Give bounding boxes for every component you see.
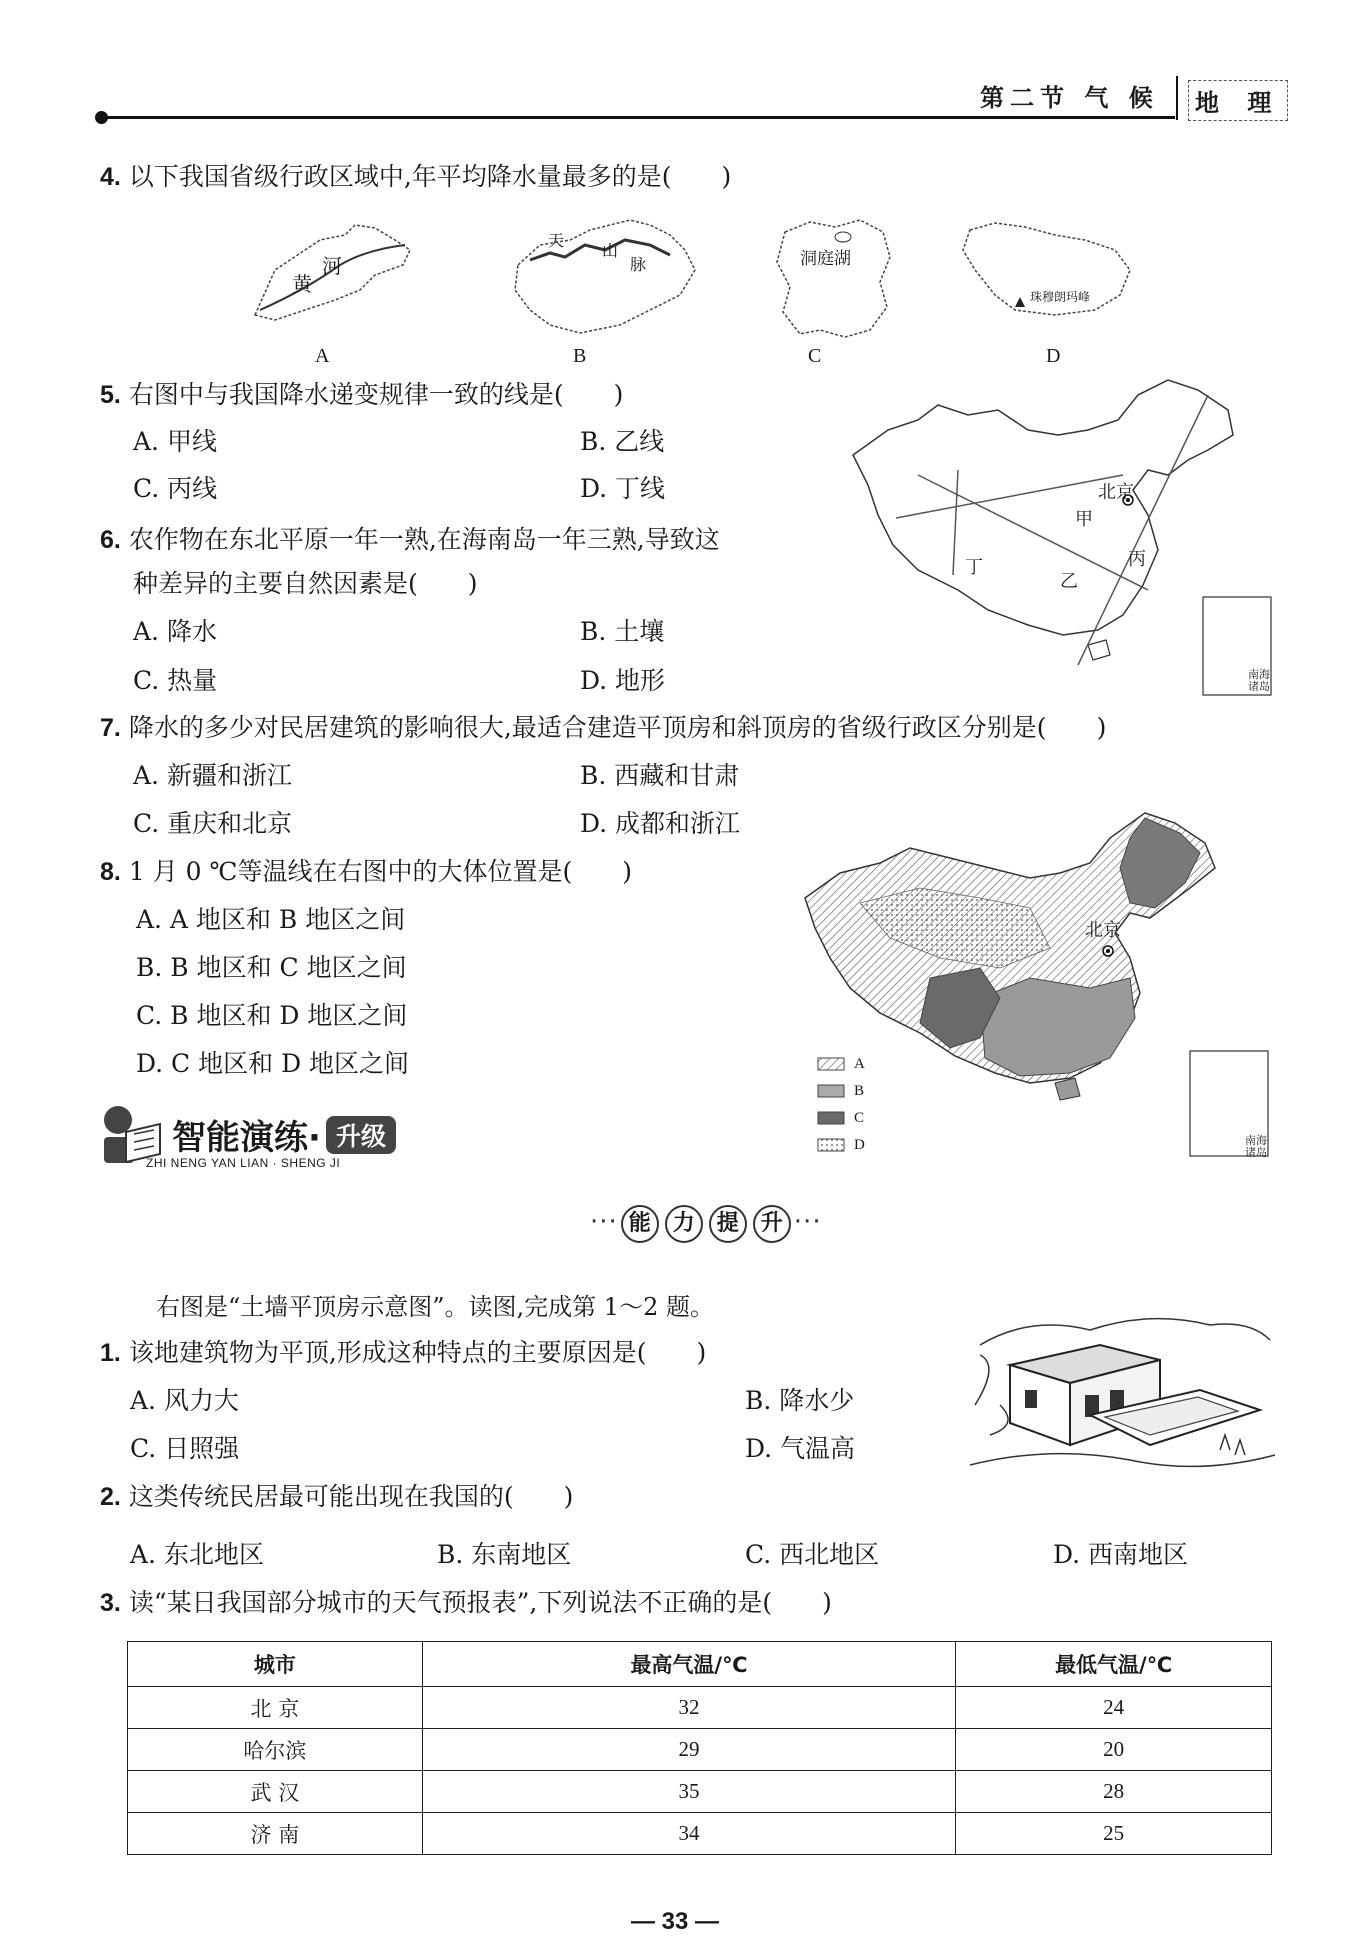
- question-number: 3.: [100, 1589, 121, 1617]
- column-header-max-temp: 最高气温/℃: [422, 1642, 956, 1687]
- map-label-line-jia: 甲: [1075, 509, 1093, 529]
- map-label-south-sea-islands-2: 南海诸岛: [1245, 1135, 1267, 1159]
- question-text: 读“某日我国部分城市的天气预报表”,下列说法不正确的是( ): [128, 1588, 832, 1617]
- option-letter-c: C: [808, 345, 822, 367]
- cell-city: 武 汉: [128, 1771, 423, 1813]
- map-label-dongting-lake: 洞庭湖: [800, 249, 851, 268]
- table-row: [128, 1771, 1272, 1813]
- map-label-beijing: 北京: [1098, 482, 1134, 502]
- table-row: [128, 1729, 1272, 1771]
- section-char: 能: [621, 1205, 659, 1243]
- q8-option-c[interactable]: C. B 地区和 D 地区之间: [136, 1001, 408, 1030]
- section-char: 升: [753, 1205, 791, 1243]
- map-label-line-yi: 乙: [1060, 571, 1078, 591]
- weather-forecast-table: [127, 1641, 1272, 1855]
- china-map-temperature-zones: [800, 808, 1280, 1163]
- question-text: 右图中与我国降水递变规律一致的线是( ): [128, 380, 624, 409]
- practice-question-1: [100, 1336, 706, 1370]
- cell-max-temp: 32: [422, 1687, 956, 1729]
- q5-option-a[interactable]: A. 甲线: [133, 427, 217, 456]
- practice-question-3: [100, 1586, 832, 1620]
- cell-max-temp: 35: [422, 1771, 956, 1813]
- q6-option-b[interactable]: B. 土壤: [580, 617, 665, 646]
- practice-question-2: [100, 1480, 573, 1514]
- map-label-everest: 珠穆朗玛峰: [1030, 290, 1091, 304]
- intro-text: 右图是“土墙平顶房示意图”。读图,完成第 1～2 题。: [156, 1293, 714, 1321]
- option-letter-b: B: [573, 345, 587, 367]
- q5-option-c[interactable]: C. 丙线: [133, 474, 218, 503]
- option-letter-a: A: [315, 345, 330, 367]
- section-title: 第二节 气 候: [980, 83, 1159, 112]
- question-number: 1.: [100, 1339, 121, 1367]
- question-text-line1: 农作物在东北平原一年一熟,在海南岛一年三熟,导致这: [128, 525, 720, 554]
- cell-city: 济 南: [128, 1813, 423, 1855]
- p2-option-d[interactable]: D. 西南地区: [1053, 1540, 1189, 1569]
- option-letter-d: D: [1046, 345, 1061, 367]
- q6-option-d[interactable]: D. 地形: [580, 666, 666, 695]
- cell-min-temp: 25: [956, 1813, 1272, 1855]
- question-text: 降水的多少对民居建筑的影响很大,最适合建造平顶房和斜顶房的省级行政区分别是( ): [128, 713, 1107, 742]
- question-4: [100, 160, 731, 194]
- p2-option-c[interactable]: C. 西北地区: [745, 1540, 880, 1569]
- map-label-tianshan-2: 山: [602, 243, 619, 260]
- header-bullet: [95, 111, 108, 124]
- legend-a: A: [854, 1056, 865, 1072]
- subject-label: 地 理: [1188, 80, 1288, 121]
- question-text: 该地建筑物为平顶,形成这种特点的主要原因是( ): [128, 1338, 707, 1367]
- table-row: [128, 1687, 1272, 1729]
- legend-d: D: [854, 1137, 865, 1153]
- section-char: 提: [709, 1205, 747, 1243]
- p2-option-a[interactable]: A. 东北地区: [130, 1540, 264, 1569]
- p1-option-b[interactable]: B. 降水少: [745, 1386, 855, 1415]
- column-header-min-temp: 最低气温/℃: [956, 1642, 1272, 1687]
- cell-max-temp: 29: [422, 1729, 956, 1771]
- banner-subtitle: ZHI NENG YAN LIAN · SHENG JI: [146, 1156, 341, 1170]
- province-map-b: [510, 215, 700, 340]
- question-number: 2.: [100, 1483, 121, 1511]
- q8-option-a[interactable]: A. A 地区和 B 地区之间: [136, 905, 406, 934]
- question-text: 1 月 0 ℃等温线在右图中的大体位置是( ): [128, 857, 632, 886]
- question-text: 这类传统民居最可能出现在我国的( ): [128, 1482, 574, 1511]
- map-label-line-bing: 丙: [1128, 549, 1146, 569]
- question-number: 7.: [100, 714, 121, 742]
- map-label-beijing-2: 北京: [1085, 920, 1121, 940]
- q5-option-d[interactable]: D. 丁线: [580, 474, 666, 503]
- column-header-city: 城市: [128, 1642, 423, 1687]
- cell-min-temp: 24: [956, 1687, 1272, 1729]
- section-char: 力: [665, 1205, 703, 1243]
- map-label-yellow-river-1: 黄: [292, 274, 312, 296]
- banner-title: 智能演练·: [172, 1118, 321, 1158]
- p1-option-c[interactable]: C. 日照强: [130, 1434, 240, 1463]
- cell-min-temp: 28: [956, 1771, 1272, 1813]
- cell-max-temp: 34: [422, 1813, 956, 1855]
- header-separator: [1176, 76, 1178, 120]
- province-map-d: [955, 215, 1135, 325]
- question-7: [100, 711, 1106, 745]
- map-label-line-ding: 丁: [965, 557, 983, 577]
- q7-option-d[interactable]: D. 成都和浙江: [580, 809, 741, 838]
- p1-option-d[interactable]: D. 气温高: [745, 1434, 856, 1463]
- map-label-yellow-river-2: 河: [322, 256, 342, 278]
- q8-option-d[interactable]: D. C 地区和 D 地区之间: [136, 1049, 410, 1078]
- q7-option-a[interactable]: A. 新疆和浙江: [133, 761, 292, 790]
- question-number: 6.: [100, 526, 121, 554]
- header-rule: [100, 116, 1175, 119]
- q6-option-c[interactable]: C. 热量: [133, 666, 218, 695]
- q7-option-b[interactable]: B. 西藏和甘肃: [580, 761, 740, 790]
- p1-option-a[interactable]: A. 风力大: [130, 1386, 239, 1415]
- cell-min-temp: 20: [956, 1729, 1272, 1771]
- p2-option-b[interactable]: B. 东南地区: [437, 1540, 572, 1569]
- question-6-line2: 种差异的主要自然因素是( ): [133, 569, 478, 598]
- flat-roof-house-illustration: [970, 1305, 1280, 1480]
- legend-b: B: [854, 1083, 865, 1099]
- banner-badge: 升级: [326, 1116, 396, 1154]
- province-map-c: [765, 212, 900, 342]
- cell-city: 哈尔滨: [128, 1729, 423, 1771]
- table-row: [128, 1813, 1272, 1855]
- page-number: — 33 —: [630, 1908, 720, 1935]
- map-label-south-sea-islands: 南海诸岛: [1248, 669, 1270, 693]
- map-label-tianshan-3: 脉: [630, 257, 647, 274]
- question-6: [100, 523, 720, 557]
- question-number: 5.: [100, 381, 121, 409]
- cell-city: 北 京: [128, 1687, 423, 1729]
- q5-option-b[interactable]: B. 乙线: [580, 427, 665, 456]
- legend-c: C: [854, 1110, 865, 1126]
- question-text: 以下我国省级行政区域中,年平均降水量最多的是( ): [128, 162, 732, 191]
- question-5: [100, 378, 623, 412]
- q8-option-b[interactable]: B. B 地区和 C 地区之间: [136, 953, 407, 982]
- table-header-row: [128, 1642, 1272, 1687]
- q6-option-a[interactable]: A. 降水: [133, 617, 217, 646]
- section-heading-ability: ··· 能 力 提 升 ···: [590, 1205, 822, 1243]
- question-8: [100, 855, 632, 889]
- china-map-precip-lines: [848, 375, 1278, 700]
- question-number: 4.: [100, 163, 121, 191]
- map-label-tianshan-1: 天: [548, 233, 565, 250]
- q7-option-c[interactable]: C. 重庆和北京: [133, 809, 293, 838]
- question-number: 8.: [100, 858, 121, 886]
